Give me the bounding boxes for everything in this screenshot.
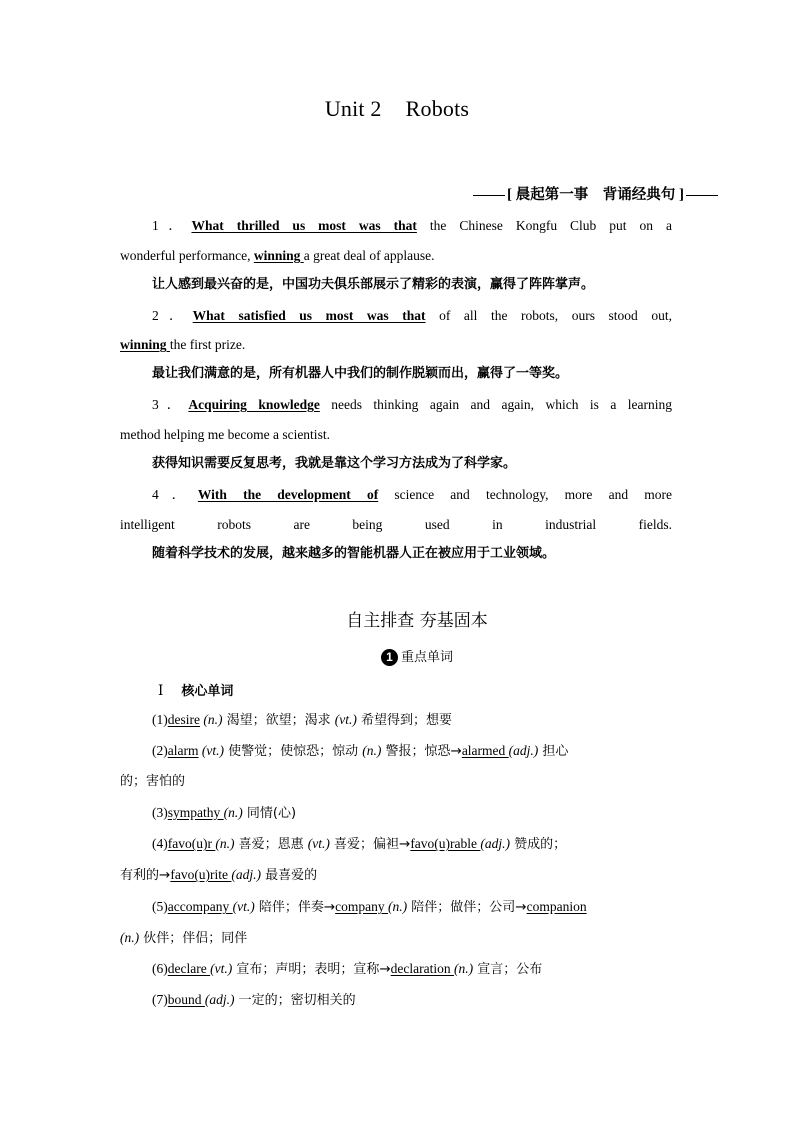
right-rule: [686, 195, 718, 196]
sentence-1-line-1: 1．What thrilled us most was that the Chinese Kongfu Club put on a: [152, 218, 672, 233]
section-header-classic-sentences: [ 晨起第一事 背诵经典句 ]: [0, 183, 720, 204]
vocab-item-4: (4)favo(u)r (n.) 喜爱；恩惠 (vt.) 喜爱；偏袒→favo(u)rable (adj.) 赞成的；: [152, 836, 567, 852]
sentence-3-translation: 获得知识需要反复思考，我就是靠这个学习方法成为了科学家。: [152, 456, 517, 471]
vocab-item-4-cont: 有利的→favo(u)rite (adj.) 最喜爱的: [120, 867, 318, 883]
sentence-1-translation: 让人感到最兴奋的是，中国功夫俱乐部展示了精彩的表演，赢得了阵阵掌声。: [152, 277, 595, 292]
page-title: Unit 2 Robots: [324, 96, 470, 121]
sentence-3-line-2: method helping me become a scientist.: [120, 427, 330, 442]
sentence-4-translation: 随着科学技术的发展，越来越多的智能机器人正在被应用于工业领域。: [152, 546, 556, 561]
vocab-item-2-cont: 的；害怕的: [120, 774, 186, 789]
sentence-2-line-2: winning the first prize.: [120, 337, 246, 352]
core-words-heading: Ⅰ 核心单词: [158, 683, 234, 699]
vocab-item-6: (6)declare (vt.) 宣布；声明；表明；宣称→declaration (n.) 宣言；公布: [152, 961, 543, 977]
vocab-item-2: (2)alarm (vt.) 使警觉；使惊恐；惊动 (n.) 警报；惊恐→alarmed (adj.) 担心: [152, 743, 569, 759]
left-rule: [473, 195, 505, 196]
sentence-3-line-1: 3．Acquiring knowledge needs thinking again and again, which is a learning: [152, 397, 673, 412]
vocab-item-5: (5)accompany (vt.) 陪伴；伴奏→company (n.) 陪伴；做伴；公司→companion: [152, 899, 587, 915]
sentence-2-translation: 最让我们满意的是，所有机器人中我们的制作脱颖而出，赢得了一等奖。: [152, 366, 569, 381]
section-title-self-check: 自主排查 夯基固本: [346, 611, 488, 631]
number-badge: 1: [381, 649, 398, 666]
sentence-4-line-1: 4．With the development of science and technology, more and more: [152, 487, 673, 502]
vocab-item-7: (7)bound (adj.) 一定的；密切相关的: [152, 992, 356, 1008]
vocab-item-3: (3)sympathy (n.) 同情(心): [152, 805, 297, 821]
sentence-1-line-2: wonderful performance, winning a great deal of applause.: [120, 248, 435, 263]
key-words-badge: 1 重点单词: [0, 646, 794, 666]
vocab-item-5-cont: (n.) 伙伴；伴侣；同伴: [120, 930, 248, 946]
sentence-2-line-1: 2．What satisfied us most was that of all the robots, ours stood out,: [152, 308, 672, 323]
vocab-item-1: (1)desire (n.) 渴望；欲望；渴求 (vt.) 希望得到；想要: [152, 712, 452, 728]
sentence-4-line-2: intelligent robots are being used in industrial fields.: [120, 517, 672, 532]
